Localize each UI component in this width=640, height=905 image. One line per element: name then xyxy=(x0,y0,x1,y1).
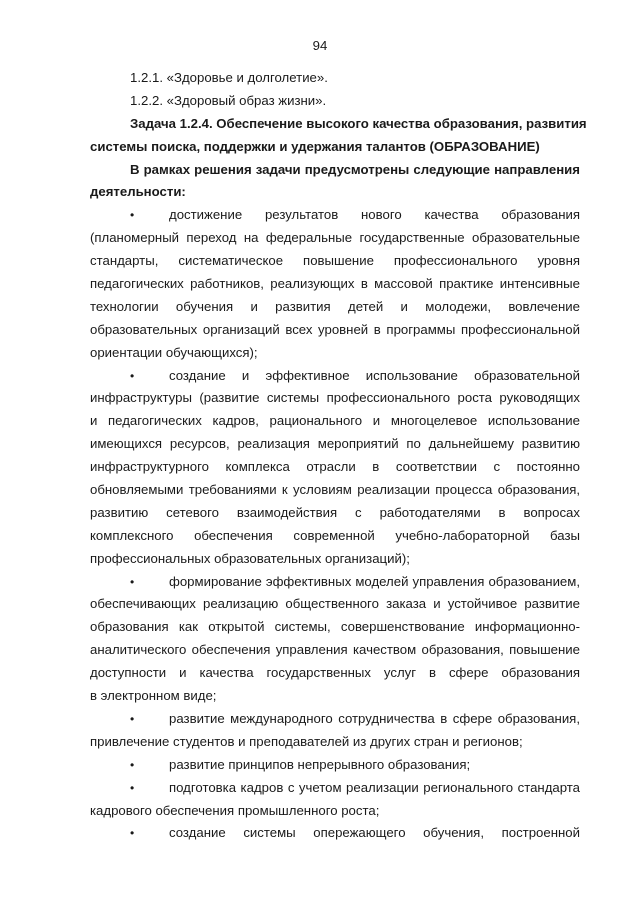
text-line: стандарты, систематическое повышение профессионального уровня xyxy=(90,253,580,269)
text-line: инфраструктурного комплекса отрасли в соответствии с постоянно xyxy=(90,459,580,475)
bullet-text: достижение результатов нового качества образования xyxy=(169,207,580,223)
text-line: в электронном виде; xyxy=(90,688,217,704)
text-line: развитию сетевого взаимодействия с работодателями в вопросах xyxy=(90,504,580,520)
text-line: педагогических работников, реализующих в массовой практике интенсивные xyxy=(90,276,580,292)
text-line: В рамках решения задачи предусмотрены следующие направления xyxy=(130,161,580,177)
text-line: аналитического обеспечения управления качеством образования, повышение xyxy=(90,642,580,658)
text-line: системы поиска, поддержки и удержания талантов (ОБРАЗОВАНИЕ) xyxy=(90,138,540,154)
bullet-marker: • xyxy=(130,368,135,383)
text-line: (планомерный переход на федеральные государственные образовательные xyxy=(90,230,580,246)
bullet-item xyxy=(90,365,580,388)
text-line: профессиональных образовательных организаций); xyxy=(90,550,410,566)
document-body xyxy=(90,67,587,845)
text-line: ориентации обучающихся); xyxy=(90,344,258,360)
bullet-marker: • xyxy=(130,757,135,772)
text-line: имеющихся ресурсов, реализация мероприятий по дальнейшему развитию xyxy=(90,436,580,452)
text-line: кадрового обеспечения промышленного роста; xyxy=(90,802,380,818)
text-line: инфраструктуры (развитие системы профессионального роста руководящих xyxy=(90,390,580,406)
text-line: обновляемыми требованиями к условиям реализации процесса образования, xyxy=(90,482,580,498)
bullet-text: создание системы опережающего обучения, построенной xyxy=(169,825,580,841)
text-line: доступности и качества государственных услуг в сфере образования xyxy=(90,665,580,681)
bullet-item xyxy=(90,708,580,731)
text-line: деятельности: xyxy=(90,184,186,200)
text-line: 1.2.2. «Здоровый образ жизни». xyxy=(130,92,327,108)
bullet-marker: • xyxy=(130,826,135,841)
text-line: образовательных организаций всех уровней в программы профессиональной xyxy=(90,321,580,337)
bullet-item xyxy=(90,777,580,800)
text-line: привлечение студентов и преподавателей из других стран и регионов; xyxy=(90,733,523,749)
bullet-marker: • xyxy=(130,574,135,589)
text-line: и педагогических кадров, рационального и многоцелевое использование xyxy=(90,413,580,429)
text-line: образования как открытой системы, совершенствование информационно- xyxy=(90,619,580,635)
text-line: комплексного обеспечения современной учебно-лабораторной базы xyxy=(90,527,580,543)
bullet-text: развитие международного сотрудничества в сфере образования, xyxy=(169,710,580,726)
bullet-item xyxy=(90,822,580,845)
bullet-text: развитие принципов непрерывного образования; xyxy=(169,756,471,772)
bullet-text: формирование эффективных моделей управления образованием, xyxy=(169,573,580,589)
text-line: 1.2.1. «Здоровье и долголетие». xyxy=(130,70,328,85)
text-line: технологии обучения и развития детей и молодежи, вовлечение xyxy=(90,298,580,314)
bullet-marker: • xyxy=(130,780,135,795)
bullet-text: подготовка кадров с учетом реализации регионального стандарта xyxy=(169,779,580,795)
bullet-item xyxy=(90,571,580,594)
bullet-marker: • xyxy=(130,208,135,223)
bullet-item xyxy=(90,754,580,777)
page-number: 94 xyxy=(312,38,328,53)
text-line: Задача 1.2.4. Обеспечение высокого качества образования, развития xyxy=(130,115,587,131)
bullet-marker: • xyxy=(130,711,135,726)
bullet-text: создание и эффективное использование образовательной xyxy=(169,367,580,383)
bullet-item xyxy=(90,204,580,227)
text-line: обеспечивающих реализацию общественного заказа и устойчивое развитие xyxy=(90,596,580,612)
